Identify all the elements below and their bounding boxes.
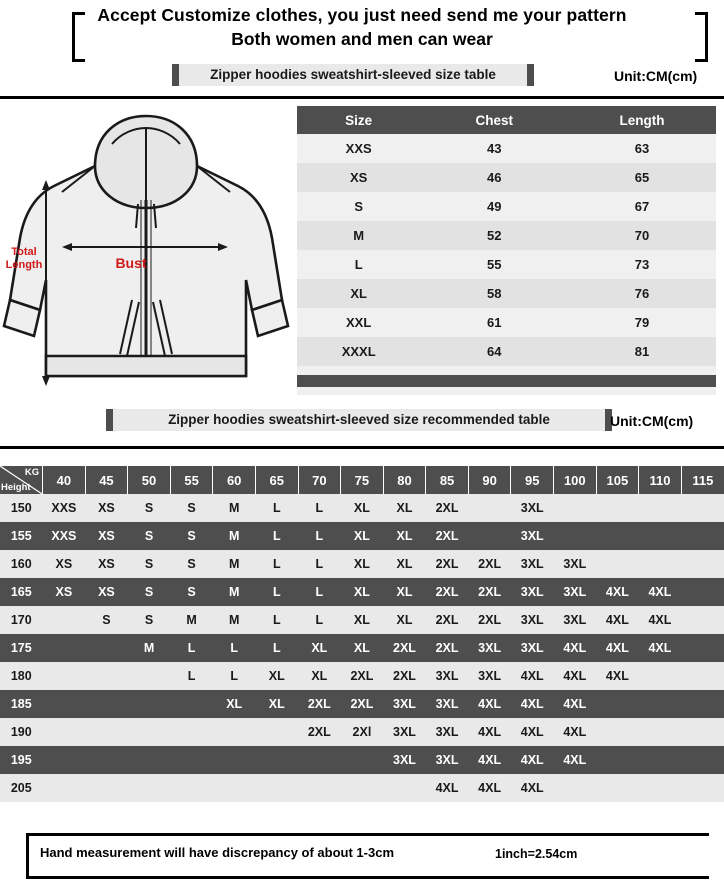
bust-label: Bust <box>115 255 147 271</box>
size-cell <box>170 746 213 774</box>
size-cell <box>85 634 128 662</box>
cell-length: 76 <box>568 279 716 308</box>
size-cell: XS <box>85 578 128 606</box>
size-cell: 4XL <box>554 662 597 690</box>
size-cell <box>554 774 597 802</box>
size-cell <box>213 774 256 802</box>
size-cell: 2XL <box>426 494 469 522</box>
size-cell <box>681 578 724 606</box>
table-row <box>297 279 716 308</box>
size-cell <box>681 606 724 634</box>
divider-top <box>0 96 724 99</box>
size-cell: S <box>128 550 171 578</box>
size-cell <box>596 494 639 522</box>
size-cell <box>43 718 86 746</box>
cell-chest: 55 <box>420 250 568 279</box>
size-table-header-size: Size <box>297 106 420 134</box>
cell-chest: 61 <box>420 308 568 337</box>
size-cell <box>85 746 128 774</box>
axis-corner-cell <box>0 466 43 494</box>
cell-length: 65 <box>568 163 716 192</box>
size-cell <box>298 746 341 774</box>
size-cell: 4XL <box>468 718 511 746</box>
height-cell: 155 <box>0 522 43 550</box>
cell-size: XXS <box>297 134 420 163</box>
size-cell: S <box>128 522 171 550</box>
weight-header: 55 <box>170 466 213 494</box>
size-cell: 3XL <box>468 634 511 662</box>
height-cell: 160 <box>0 550 43 578</box>
table-row <box>297 163 716 192</box>
cell-size: S <box>297 192 420 221</box>
table-row <box>0 606 724 634</box>
height-cell: 170 <box>0 606 43 634</box>
weight-header: 90 <box>468 466 511 494</box>
size-cell: XS <box>85 550 128 578</box>
size-cell <box>681 746 724 774</box>
size-cell: XXS <box>43 494 86 522</box>
size-cell: 4XL <box>554 690 597 718</box>
table-row <box>297 221 716 250</box>
size-cell: 3XL <box>468 662 511 690</box>
size-cell: 4XL <box>511 690 554 718</box>
header <box>0 0 724 60</box>
size-cell: XL <box>341 578 384 606</box>
size-cell <box>85 718 128 746</box>
size-cell: 4XL <box>596 606 639 634</box>
cell-size: XXL <box>297 308 420 337</box>
size-cell: L <box>298 522 341 550</box>
size-cell <box>596 522 639 550</box>
size-cell: 4XL <box>511 718 554 746</box>
size-cell: XXS <box>43 522 86 550</box>
size-cell: L <box>255 550 298 578</box>
table-row <box>297 192 716 221</box>
height-cell: 180 <box>0 662 43 690</box>
size-cell: L <box>255 634 298 662</box>
weight-header: 115 <box>681 466 724 494</box>
size-cell: 4XL <box>511 774 554 802</box>
size-cell: S <box>128 494 171 522</box>
weight-header: 40 <box>43 466 86 494</box>
size-cell <box>681 690 724 718</box>
weight-header: 50 <box>128 466 171 494</box>
size-cell <box>170 718 213 746</box>
size-table-footer-bar <box>297 375 716 387</box>
size-cell: XL <box>383 606 426 634</box>
size-cell: 2XL <box>468 550 511 578</box>
table-row <box>0 718 724 746</box>
total-length-label: Total Length <box>5 246 43 271</box>
size-cell: 4XL <box>468 690 511 718</box>
size-cell: M <box>213 522 256 550</box>
size-cell: 2XL <box>341 662 384 690</box>
cell-chest: 64 <box>420 337 568 366</box>
size-cell: XS <box>43 550 86 578</box>
size-cell: 2XL <box>298 690 341 718</box>
size-cell: L <box>298 578 341 606</box>
weight-header: 105 <box>596 466 639 494</box>
size-cell: L <box>255 578 298 606</box>
size-cell <box>128 690 171 718</box>
size-cell: M <box>213 494 256 522</box>
size-cell: S <box>170 578 213 606</box>
size-cell <box>43 746 86 774</box>
size-cell: 4XL <box>468 746 511 774</box>
weight-header: 85 <box>426 466 469 494</box>
footer-note: Hand measurement will have discrepancy of about 1-3cm <box>40 845 395 860</box>
cell-chest: 46 <box>420 163 568 192</box>
weight-header: 60 <box>213 466 256 494</box>
size-cell: S <box>170 522 213 550</box>
size-cell: XL <box>213 690 256 718</box>
table-row <box>0 690 724 718</box>
size-cell: 3XL <box>383 718 426 746</box>
size-cell: 4XL <box>468 774 511 802</box>
size-cell: 4XL <box>554 746 597 774</box>
weight-header: 70 <box>298 466 341 494</box>
size-cell: 2XL <box>426 634 469 662</box>
size-cell: 4XL <box>554 718 597 746</box>
size-cell <box>639 550 682 578</box>
weight-header: 80 <box>383 466 426 494</box>
size-table <box>297 106 716 395</box>
size-cell <box>213 746 256 774</box>
size-cell <box>85 690 128 718</box>
size-cell <box>596 774 639 802</box>
size-cell: 4XL <box>511 746 554 774</box>
size-cell <box>554 494 597 522</box>
size-cell <box>128 774 171 802</box>
size-cell: 4XL <box>554 634 597 662</box>
recommended-size-table <box>0 466 724 802</box>
table-row <box>0 774 724 802</box>
size-cell: XS <box>43 578 86 606</box>
size-cell: 3XL <box>383 746 426 774</box>
height-cell: 195 <box>0 746 43 774</box>
size-cell: 2XL <box>468 606 511 634</box>
size-cell: XL <box>341 606 384 634</box>
size-cell: XL <box>383 522 426 550</box>
size-cell: 3XL <box>511 606 554 634</box>
size-cell: 2XL <box>383 662 426 690</box>
cell-size: XL <box>297 279 420 308</box>
size-cell: 2Xl <box>341 718 384 746</box>
size-cell: 3XL <box>511 522 554 550</box>
page-title: Accept Customize clothes, you just need send me your pattern <box>97 5 627 25</box>
size-cell: 4XL <box>639 606 682 634</box>
size-cell <box>596 690 639 718</box>
cell-chest: 52 <box>420 221 568 250</box>
table-row <box>0 494 724 522</box>
size-cell <box>128 662 171 690</box>
cell-size: XS <box>297 163 420 192</box>
cell-chest: 43 <box>420 134 568 163</box>
size-cell <box>43 662 86 690</box>
size-cell: L <box>255 522 298 550</box>
size-cell: 4XL <box>596 634 639 662</box>
size-cell: L <box>255 606 298 634</box>
size-cell: L <box>298 494 341 522</box>
size-cell: XL <box>383 494 426 522</box>
size-cell: 3XL <box>426 746 469 774</box>
cell-size: M <box>297 221 420 250</box>
size-cell: S <box>170 494 213 522</box>
size-cell: XL <box>298 662 341 690</box>
size-cell: XS <box>85 494 128 522</box>
size-cell <box>128 746 171 774</box>
cell-length: 81 <box>568 337 716 366</box>
height-cell: 190 <box>0 718 43 746</box>
size-cell: 2XL <box>426 578 469 606</box>
axis-label-weight: KG <box>24 467 40 478</box>
size-cell <box>681 550 724 578</box>
size-cell <box>639 690 682 718</box>
size-cell <box>596 718 639 746</box>
size-cell <box>128 718 171 746</box>
size-cell: L <box>255 494 298 522</box>
recommended-table-banner: Zipper hoodies sweatshirt-sleeved size recommended table <box>106 409 612 431</box>
size-cell <box>298 774 341 802</box>
size-cell: 3XL <box>554 550 597 578</box>
size-cell: M <box>128 634 171 662</box>
size-cell <box>341 746 384 774</box>
size-cell: L <box>213 662 256 690</box>
size-cell: 3XL <box>511 494 554 522</box>
size-table-banner: Zipper hoodies sweatshirt-sleeved size table <box>172 64 534 86</box>
table-row <box>0 578 724 606</box>
size-cell <box>383 774 426 802</box>
height-cell: 205 <box>0 774 43 802</box>
size-cell: 3XL <box>511 550 554 578</box>
size-cell: XL <box>341 522 384 550</box>
size-cell <box>639 662 682 690</box>
table-row <box>0 634 724 662</box>
cell-size: L <box>297 250 420 279</box>
size-cell: M <box>213 550 256 578</box>
size-table-header-chest: Chest <box>420 106 568 134</box>
size-cell <box>468 522 511 550</box>
height-cell: 150 <box>0 494 43 522</box>
size-cell: 3XL <box>426 718 469 746</box>
size-cell: S <box>170 550 213 578</box>
size-cell <box>255 774 298 802</box>
height-cell: 185 <box>0 690 43 718</box>
cell-chest: 58 <box>420 279 568 308</box>
size-cell: L <box>298 550 341 578</box>
size-cell <box>213 718 256 746</box>
size-cell: L <box>298 606 341 634</box>
cell-size: XXXL <box>297 337 420 366</box>
size-table-header-length: Length <box>568 106 716 134</box>
size-cell: 2XL <box>468 578 511 606</box>
weight-header: 100 <box>554 466 597 494</box>
size-cell <box>639 718 682 746</box>
cell-length: 73 <box>568 250 716 279</box>
table-row <box>0 522 724 550</box>
page-subtitle: Both women and men can wear <box>231 29 493 49</box>
axis-label-height: Height <box>1 482 31 493</box>
weight-header: 75 <box>341 466 384 494</box>
size-cell <box>43 774 86 802</box>
size-table-unit-label: Unit:CM(cm) <box>614 68 698 84</box>
size-cell: 2XL <box>383 634 426 662</box>
size-cell: 4XL <box>596 578 639 606</box>
size-cell <box>468 494 511 522</box>
size-cell: 2XL <box>426 550 469 578</box>
size-cell: XL <box>298 634 341 662</box>
size-cell: XL <box>255 690 298 718</box>
cell-length: 70 <box>568 221 716 250</box>
table-row <box>297 134 716 163</box>
size-cell <box>170 774 213 802</box>
cell-chest: 49 <box>420 192 568 221</box>
cell-length: 79 <box>568 308 716 337</box>
size-cell: 2XL <box>426 522 469 550</box>
size-cell: 2XL <box>341 690 384 718</box>
size-cell: 4XL <box>511 662 554 690</box>
divider-middle <box>0 446 724 449</box>
size-cell <box>596 550 639 578</box>
size-cell <box>255 746 298 774</box>
size-cell <box>681 494 724 522</box>
size-cell: 3XL <box>426 690 469 718</box>
size-cell <box>681 718 724 746</box>
size-cell <box>170 690 213 718</box>
size-cell: XL <box>255 662 298 690</box>
size-cell <box>639 522 682 550</box>
size-cell <box>639 746 682 774</box>
size-cell: 4XL <box>426 774 469 802</box>
size-cell <box>681 634 724 662</box>
size-cell: 3XL <box>554 578 597 606</box>
size-cell <box>596 746 639 774</box>
size-cell: 3XL <box>554 606 597 634</box>
size-cell: M <box>170 606 213 634</box>
height-cell: 165 <box>0 578 43 606</box>
cell-length: 67 <box>568 192 716 221</box>
recommended-size-table-wrap <box>0 466 724 802</box>
size-cell: 4XL <box>639 634 682 662</box>
size-cell: S <box>128 606 171 634</box>
table-row <box>297 250 716 279</box>
size-cell: L <box>170 634 213 662</box>
size-table-header-row <box>297 106 716 134</box>
size-cell: L <box>170 662 213 690</box>
size-cell: XL <box>383 578 426 606</box>
size-cell <box>554 522 597 550</box>
size-cell <box>43 606 86 634</box>
size-cell <box>681 662 724 690</box>
table-row <box>0 662 724 690</box>
table-row <box>297 337 716 366</box>
size-cell: L <box>213 634 256 662</box>
size-cell <box>85 662 128 690</box>
table-row <box>0 746 724 774</box>
size-cell <box>255 718 298 746</box>
weight-header: 65 <box>255 466 298 494</box>
size-cell: XL <box>383 550 426 578</box>
size-cell: S <box>128 578 171 606</box>
size-cell <box>43 634 86 662</box>
size-cell: 3XL <box>426 662 469 690</box>
size-cell: 4XL <box>639 578 682 606</box>
cell-length: 63 <box>568 134 716 163</box>
size-cell: M <box>213 606 256 634</box>
size-cell: 2XL <box>298 718 341 746</box>
size-cell <box>639 774 682 802</box>
weight-header: 110 <box>639 466 682 494</box>
height-cell: 175 <box>0 634 43 662</box>
size-cell <box>681 522 724 550</box>
size-cell <box>681 774 724 802</box>
size-cell <box>341 774 384 802</box>
size-cell: XL <box>341 494 384 522</box>
table-row <box>297 308 716 337</box>
size-cell: XS <box>85 522 128 550</box>
recommended-table-unit-label: Unit:CM(cm) <box>610 413 694 429</box>
size-cell: 3XL <box>383 690 426 718</box>
size-cell: 4XL <box>596 662 639 690</box>
size-cell: 2XL <box>426 606 469 634</box>
table-row <box>0 550 724 578</box>
weight-header: 45 <box>85 466 128 494</box>
hoodie-illustration <box>0 104 292 389</box>
size-cell <box>639 494 682 522</box>
size-cell: S <box>85 606 128 634</box>
footer-conversion: 1inch=2.54cm <box>495 847 578 861</box>
size-cell <box>85 774 128 802</box>
size-cell: M <box>213 578 256 606</box>
size-cell <box>43 690 86 718</box>
size-cell: XL <box>341 634 384 662</box>
weight-header: 95 <box>511 466 554 494</box>
size-cell: 3XL <box>511 578 554 606</box>
recommended-table-header-row <box>0 466 724 494</box>
size-cell: XL <box>341 550 384 578</box>
size-cell: 3XL <box>511 634 554 662</box>
